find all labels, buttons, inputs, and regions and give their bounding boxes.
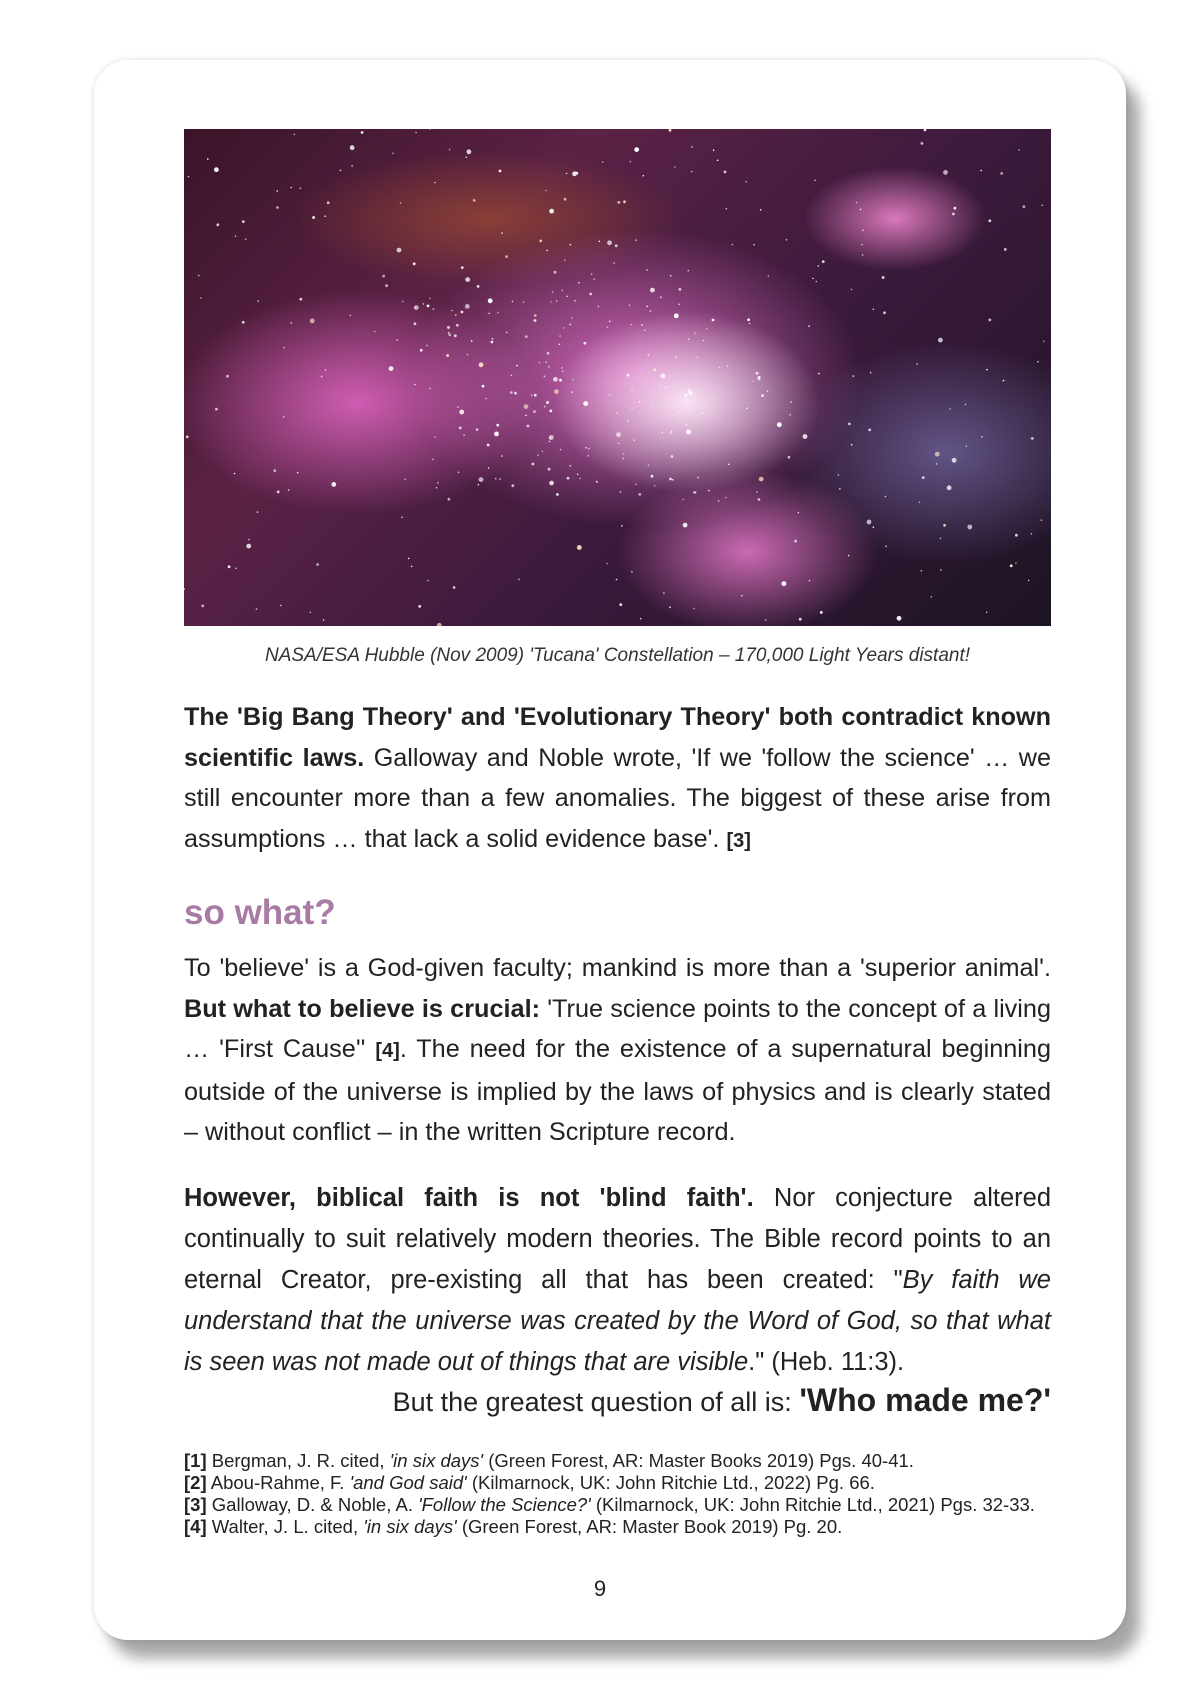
reference-author: Bergman, J. R. cited, [206,1450,390,1471]
nebula-photo [184,129,1051,626]
reference-item [184,1516,1051,1538]
paragraph-believe-text-1: To 'believe' is a God-given faculty; mankind is more than a 'superior animal'. [184,954,1051,982]
reference-title: 'Follow the Science?' [418,1494,591,1515]
paragraph-believe-text-3: . The need for the existence of a supernatural beginning outside of the universe is implied by the laws of physics and is clearly stated – without conflict – in the written Scripture record. [184,1035,1051,1147]
reference-publisher: (Green Forest, AR: Master Book 2019) Pg. 20. [456,1516,843,1537]
reference-title: 'and God said' [349,1472,467,1493]
closing-question-bold: 'Who made me?' [799,1382,1051,1418]
reference-title: 'in six days' [363,1516,457,1537]
reference-title: 'in six days' [389,1450,484,1471]
section-heading: so what? [184,893,336,932]
paragraph-faith-text-2: ." (Heb. 11:3). [748,1348,905,1376]
reference-number: [1] [184,1450,207,1471]
reference-item [184,1472,1051,1494]
references-list [184,1450,1051,1538]
reference-number: [4] [184,1516,207,1537]
reference-marker: [4] [375,1040,400,1063]
reference-author: Walter, J. L. cited, [206,1516,364,1537]
star-field [184,129,1051,626]
reference-item [184,1494,1051,1516]
paragraph-believe-text-2: 'True science points to the concept of a living … 'First Cause'' [184,994,1052,1064]
reference-author: Abou-Rahme, F. [206,1472,350,1493]
photo-caption: NASA/ESA Hubble (Nov 2009) 'Tucana' Constellation – 170,000 Light Years distant! [264,645,971,666]
paragraph-faith [184,1178,1051,1383]
paragraph-intro [184,697,1051,861]
reference-publisher: (Kilmarnock, UK: John Ritchie Ltd., 2022) Pg. 66. [466,1472,875,1493]
reference-item [184,1450,1051,1472]
reference-marker: [3] [726,829,751,852]
scripture-quote: By faith we understand that the universe was created by the Word of God, so that what is seen was not made out of things that are visible [184,1266,1051,1376]
paragraph-faith-text-1: Nor conjecture altered continually to suit relatively modern theories. The Bible record points to an eternal Creator, pre-existing all that has been created: " [184,1184,1052,1294]
page-number: 9 [593,1576,607,1601]
paragraph-intro-bold: The 'Big Bang Theory' and 'Evolutionary Theory' both contradict known scientific laws. [184,703,1051,772]
paragraph-believe-bold: But what to believe is crucial: [184,994,541,1023]
paragraph-intro-text: Galloway and Noble wrote, 'If we 'follow the science' … we still encounter more than a few anomalies. The biggest of these arise from assumptions … that lack a solid evidence base'. [184,743,1051,853]
reference-number: [2] [184,1472,207,1493]
reference-number: [3] [184,1494,207,1515]
closing-question [184,1382,1051,1419]
reference-publisher: (Green Forest, AR: Master Books 2019) Pgs. 40-41. [483,1450,914,1471]
reference-author: Galloway, D. & Noble, A. [206,1494,419,1515]
closing-question-text: But the greatest question of all is: [392,1387,800,1417]
paragraph-faith-bold: However, biblical faith is not 'blind faith'. [184,1184,754,1212]
paragraph-believe [184,948,1051,1153]
reference-publisher: (Kilmarnock, UK: John Ritchie Ltd., 2021) Pgs. 32-33. [590,1494,1035,1515]
